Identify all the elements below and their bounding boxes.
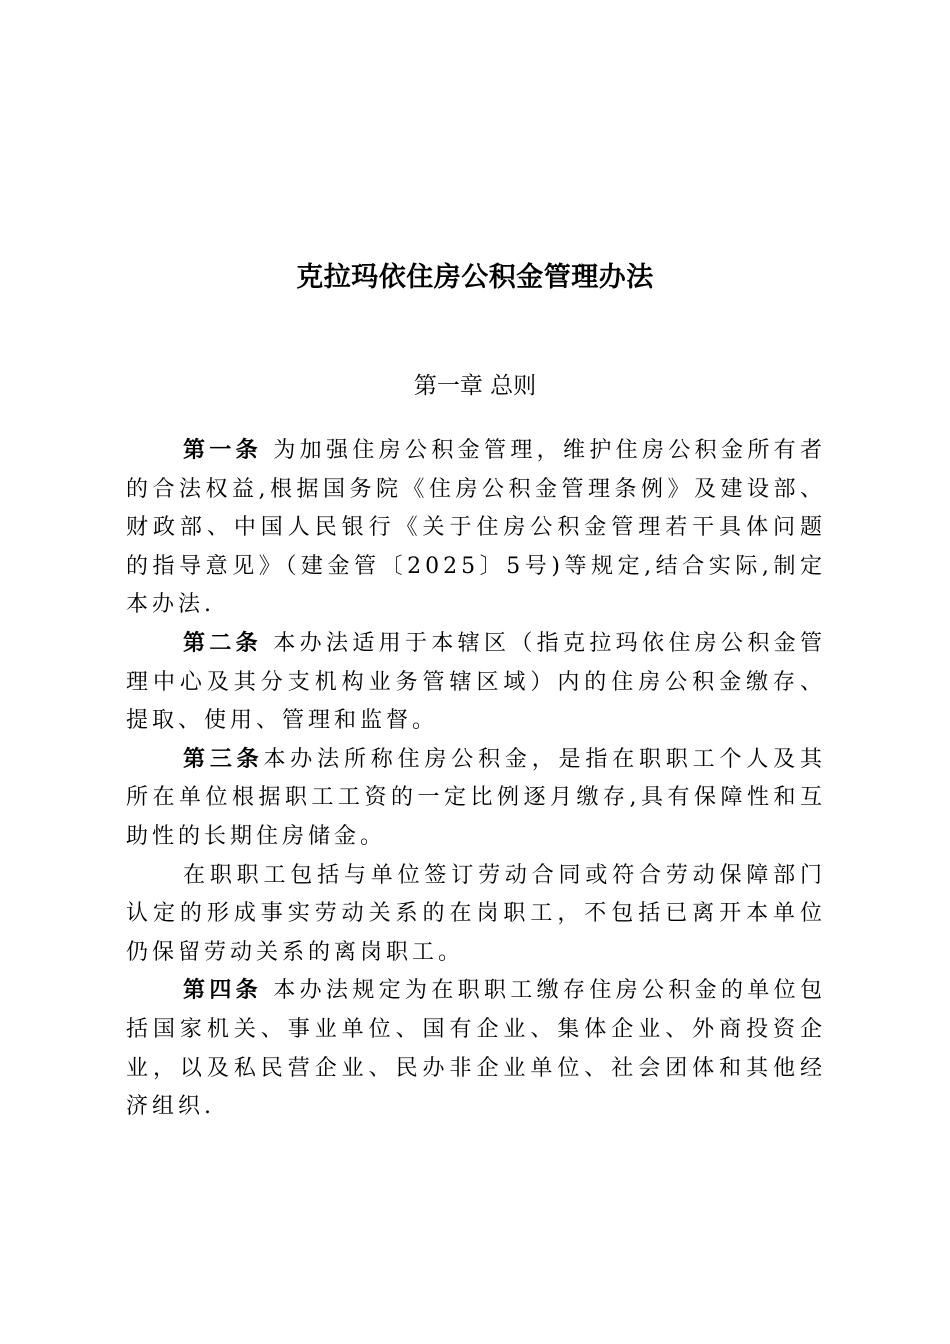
article-label: 第二条 (183, 630, 262, 656)
article-label: 第三条 (183, 746, 264, 772)
article-4 (126, 972, 826, 1126)
article-2 (126, 625, 826, 741)
article-label: 第四条 (183, 978, 262, 1004)
article-text: 本办法规定为在职职工缴存住房公积金的单位包括国家机关、事业单位、国有企业、集体企业、外商投资企业，以及私民营企业、民办非企业单位、社会团体和其他经济组织. (126, 978, 826, 1120)
article-text: 为加强住房公积金管理，维护住房公积金所有者的合法权益,根据国务院《住房公积金管理条例》及建设部、财政部、中国人民银行《关于住房公积金管理若干具体问题的指导意见》（建金管〔2025〕5号)等规定,结合实际,制定本办法. (126, 438, 826, 618)
document-body (126, 432, 826, 1127)
article-text: 在职职工包括与单位签订劳动合同或符合劳动保障部门认定的形成事实劳动关系的在岗职工，不包括已离开本单位仍保留劳动关系的离岗职工。 (126, 862, 826, 965)
article-label: 第一条 (183, 438, 262, 463)
article-1 (126, 432, 826, 625)
article-text: 本办法适用于本辖区（指克拉玛依住房公积金管理中心及其分支机构业务管辖区域）内的住房公积金缴存、提取、使用、管理和监督。 (126, 630, 826, 734)
article-3-continuation (126, 857, 826, 973)
chapter-heading: 第一章 总则 (413, 373, 537, 399)
article-text: 本办法所称住房公积金，是指在职职工个人及其所在单位根据职工工资的一定比例逐月缴存,具有保障性和互助性的长期住房储金。 (126, 746, 826, 849)
document-title: 克拉玛依住房公积金管理办法 (296, 262, 654, 293)
article-3 (126, 741, 826, 857)
